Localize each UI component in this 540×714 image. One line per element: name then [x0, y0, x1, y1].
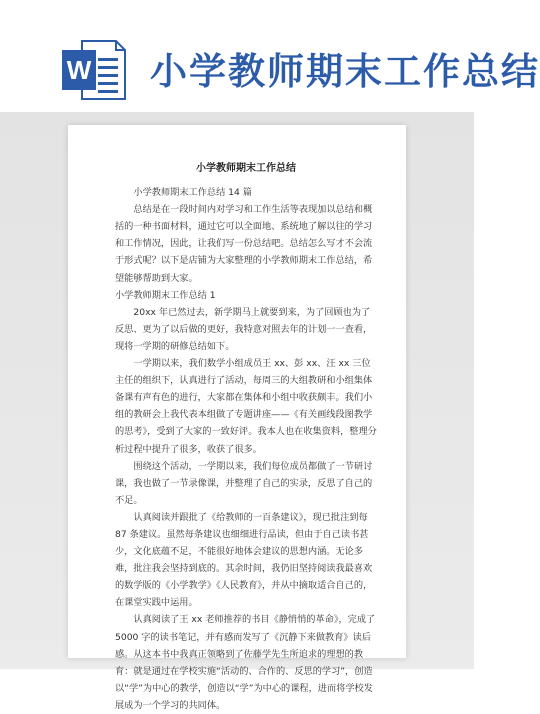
- document-paragraphs: [115, 184, 377, 714]
- document-paragraph: 小学教师期末工作总结 14 篇: [133, 187, 252, 199]
- document-paragraph: 认真阅读并跟批了《给教师的一百条建议》，现已批注到每 87 条建议。虽然每条建议也细细进行品读，但由于自己读书甚少，文化底蕴不足，不能很好地体会建议的思想内涵。无论多难，批注我会坚持到底的。其余时间，我仍旧坚持阅读我最喜欢的数学版的《小学教学》《人民教育》，并从中摘取适合自己的，在课堂实践中运用。: [115, 511, 373, 609]
- document-paragraph: 一学期以来，我们数学小组成员王 xx、彭 xx、汪 xx 三位主任的组织下，认真进行了活动，每周三的大组教研和小组集体备课有声有色的进行，大家都在集体和小组中收获颇丰。我们小组的教研会上我代表本组做了专题讲座——《有关画线段图教学的思考》，受到了大家的一致好评。我本人也在收集资料，整理分析过程中提升了很多，收获了很多。: [115, 358, 377, 455]
- document-body: [115, 160, 377, 714]
- document-title: 小学教师期末工作总结: [196, 163, 296, 174]
- document-paragraph: 总结是在一段时间内对学习和工作生活等表现加以总结和概括的一种书面材料，通过它可以全面地、系统地了解以往的学习和工作情况，因此，让我们写一份总结吧。总结怎么写才不会流于形式呢？以下是店铺为大家整理的小学教师期末工作总结，希望能够帮助到大家。: [115, 204, 373, 284]
- banner: [0, 0, 540, 112]
- document-paragraph: 认真阅读了王 xx 老师推荐的书目《静悄悄的革命》，完成了 5000 字的读书笔记，并有感而发写了《沉静下来做教育》读后感。从这本书中我真正领略到了佐藤学先生所追求的理想的教育：就是通过在学校实施“活动的、合作的、反思的学习”，创造以“学”为中心的教学，创造以“学”为中心的课程，进而将学校发展成为一个学习的共同体。: [115, 614, 376, 711]
- document-paragraph: 小学教师期末工作总结 1: [115, 289, 216, 301]
- word-document-icon: [62, 40, 126, 100]
- word-logo-letter: W: [66, 55, 92, 85]
- document-paragraph: 20xx 年已然过去，新学期马上就要到来，为了回顾也为了反思、更为了以后做的更好，我特意对照去年的计划一一查看，现将一学期的研修总结如下。: [115, 306, 373, 352]
- document-paragraph: 围绕这个活动，一学期以来，我们每位成员都做了一节研讨课，我也做了一节录像课，并整理了自己的实录，反思了自己的不足。: [115, 460, 373, 506]
- banner-title: 小学教师期末工作总结: [150, 50, 540, 93]
